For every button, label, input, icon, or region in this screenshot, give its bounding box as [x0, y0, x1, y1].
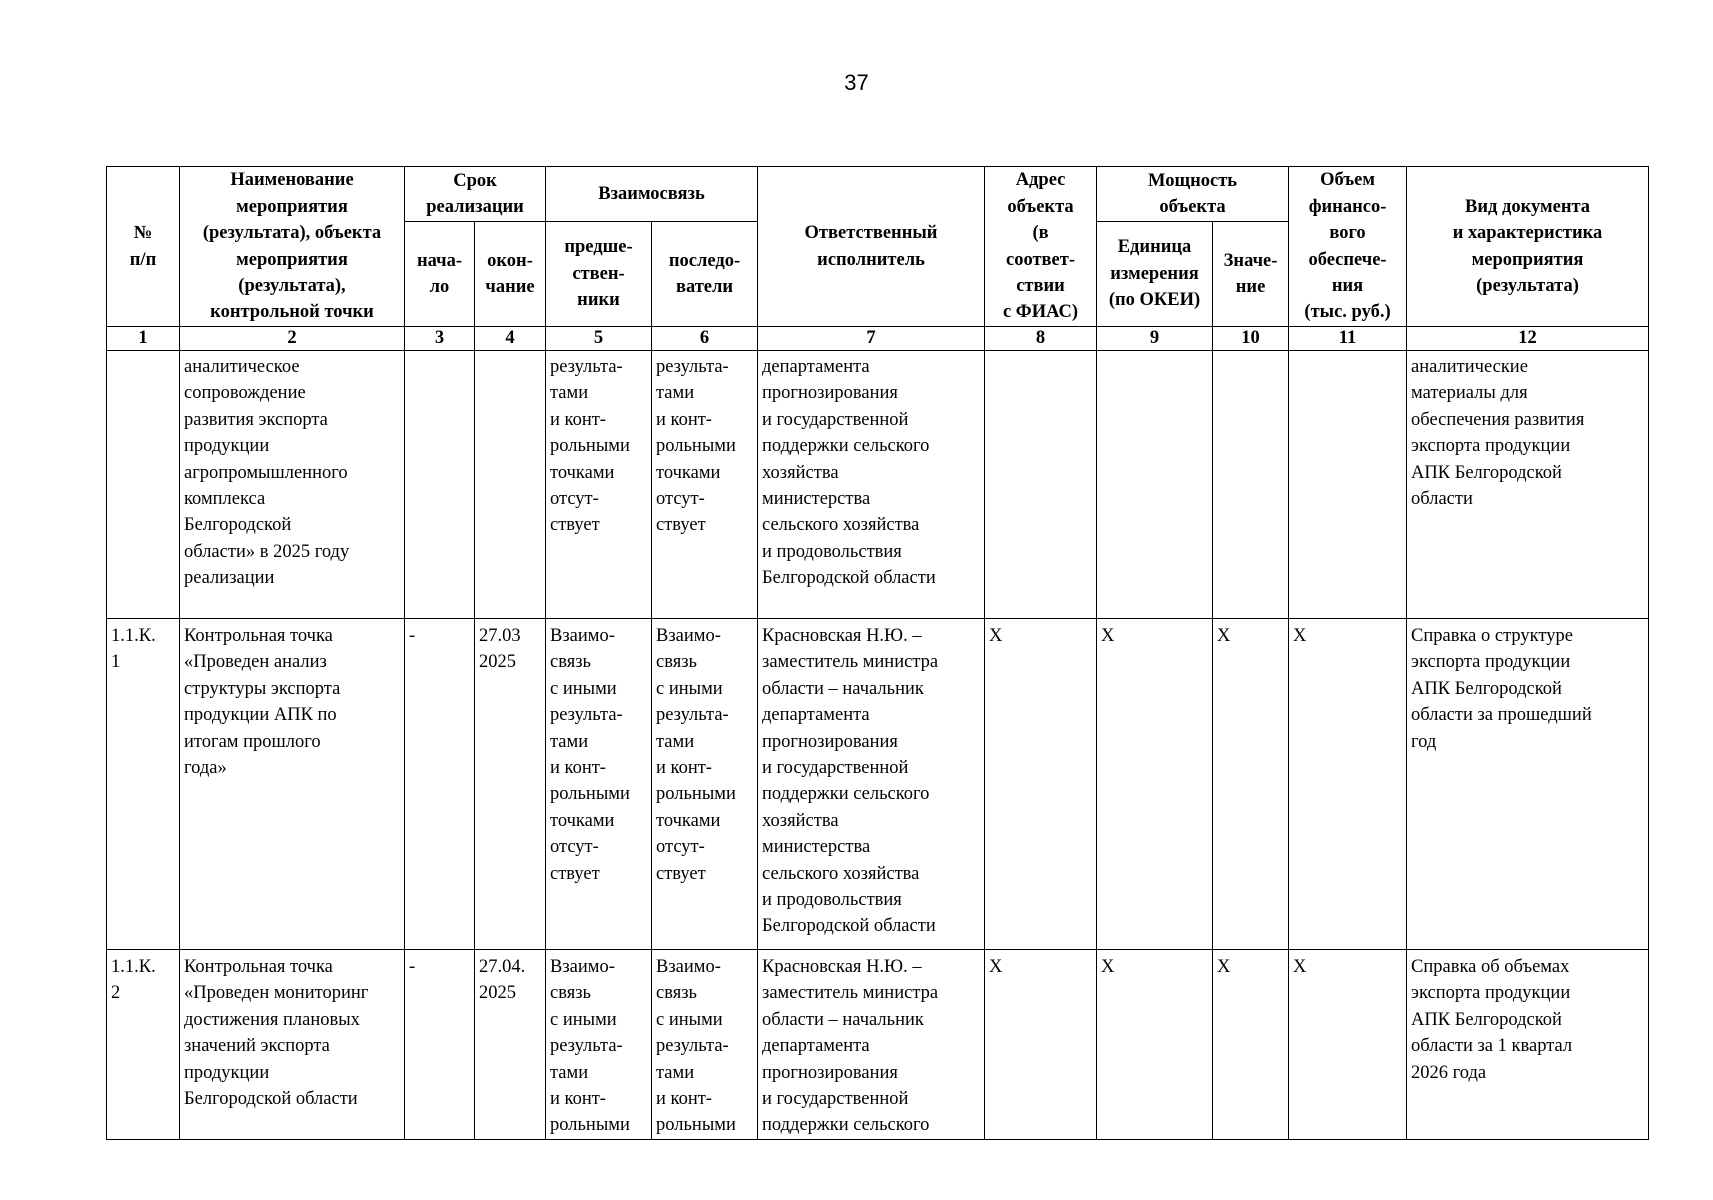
- cell-name: аналитическое сопровождение развития экспорта продукции агропромышленного комплекса Белгородской области» в 2025 году реализации: [180, 351, 405, 619]
- cell-prev: результа- тами и конт- рольными точками отсут- ствует: [546, 351, 652, 619]
- header-finance: Объем финансо- вого обеспече- ния (тыс. руб.): [1289, 167, 1407, 327]
- cell-unit: X: [1097, 950, 1213, 1140]
- column-number: 6: [652, 327, 758, 351]
- cell-prev: Взаимо- связь с иными результа- тами и конт- рольными точками отсут- ствует: [546, 619, 652, 950]
- cell-end: 27.04. 2025: [475, 950, 546, 1140]
- column-number: 2: [180, 327, 405, 351]
- header-num: № п/п: [107, 167, 180, 327]
- cell-address: X: [985, 950, 1097, 1140]
- cell-doc: аналитические материалы для обеспечения развития экспорта продукции АПК Белгородской области: [1407, 351, 1649, 619]
- column-number: 7: [758, 327, 985, 351]
- column-number: 3: [405, 327, 475, 351]
- cell-responsible: Красновская Н.Ю. – заместитель министра области – начальник департамента прогнозирования и государственной поддержки сельского хозяйства министерства сельского хозяйства и продовольствия Белгородской области: [758, 619, 985, 950]
- column-number: 1: [107, 327, 180, 351]
- cell-name: Контрольная точка «Проведен мониторинг достижения плановых значений экспорта продукции Белгородской области: [180, 950, 405, 1140]
- cell-end: 27.03 2025: [475, 619, 546, 950]
- cell-responsible: Красновская Н.Ю. – заместитель министра области – начальник департамента прогнозирования и государственной поддержки сельского: [758, 950, 985, 1140]
- header-relation-prev: предше- ствен- ники: [546, 222, 652, 327]
- cell-next: результа- тами и конт- рольными точками отсут- ствует: [652, 351, 758, 619]
- header-name: Наименование мероприятия (результата), объекта мероприятия (результата), контрольной точки: [180, 167, 405, 327]
- cell-unit: X: [1097, 619, 1213, 950]
- column-number: 8: [985, 327, 1097, 351]
- cell-num: [107, 351, 180, 619]
- cell-start: -: [405, 950, 475, 1140]
- table-row: [107, 351, 1649, 619]
- cell-prev: Взаимо- связь с иными результа- тами и конт- рольными: [546, 950, 652, 1140]
- cell-value: [1213, 351, 1289, 619]
- column-number: 10: [1213, 327, 1289, 351]
- cell-address: X: [985, 619, 1097, 950]
- cell-finance: X: [1289, 619, 1407, 950]
- cell-unit: [1097, 351, 1213, 619]
- table-row: [107, 950, 1649, 1140]
- column-number: 12: [1407, 327, 1649, 351]
- column-number: 5: [546, 327, 652, 351]
- header-relation: Взаимосвязь: [546, 167, 758, 222]
- cell-value: X: [1213, 619, 1289, 950]
- cell-end: [475, 351, 546, 619]
- table-row: [107, 619, 1649, 950]
- header-capacity-unit: Единица измерения (по ОКЕИ): [1097, 222, 1213, 327]
- cell-start: [405, 351, 475, 619]
- header-period-start: нача- ло: [405, 222, 475, 327]
- cell-next: Взаимо- связь с иными результа- тами и конт- рольными точками отсут- ствует: [652, 619, 758, 950]
- header-doc: Вид документа и характеристика мероприятия (результата): [1407, 167, 1649, 327]
- cell-name: Контрольная точка «Проведен анализ структуры экспорта продукции АПК по итогам прошлого года»: [180, 619, 405, 950]
- cell-num: 1.1.К. 1: [107, 619, 180, 950]
- cell-responsible: департамента прогнозирования и государственной поддержки сельского хозяйства министерства сельского хозяйства и продовольствия Белгородской области: [758, 351, 985, 619]
- header-relation-next: последо- ватели: [652, 222, 758, 327]
- cell-num: 1.1.К. 2: [107, 950, 180, 1140]
- header-address: Адрес объекта (в соответ- ствии с ФИАС): [985, 167, 1097, 327]
- cell-doc: Справка о структуре экспорта продукции АПК Белгородской области за прошедший год: [1407, 619, 1649, 950]
- cell-next: Взаимо- связь с иными результа- тами и конт- рольными: [652, 950, 758, 1140]
- header-responsible: Ответственный исполнитель: [758, 167, 985, 327]
- cell-finance: X: [1289, 950, 1407, 1140]
- cell-address: [985, 351, 1097, 619]
- cell-finance: [1289, 351, 1407, 619]
- cell-doc: Справка об объемах экспорта продукции АПК Белгородской области за 1 квартал 2026 года: [1407, 950, 1649, 1140]
- page-number: 37: [844, 70, 869, 95]
- cell-start: -: [405, 619, 475, 950]
- activities-table: [106, 166, 1649, 1140]
- header-capacity-value: Значе- ние: [1213, 222, 1289, 327]
- header-period: Срок реализации: [405, 167, 546, 222]
- column-number: 4: [475, 327, 546, 351]
- header-capacity: Мощность объекта: [1097, 167, 1289, 222]
- header-period-end: окон- чание: [475, 222, 546, 327]
- cell-value: X: [1213, 950, 1289, 1140]
- column-number: 11: [1289, 327, 1407, 351]
- column-number: 9: [1097, 327, 1213, 351]
